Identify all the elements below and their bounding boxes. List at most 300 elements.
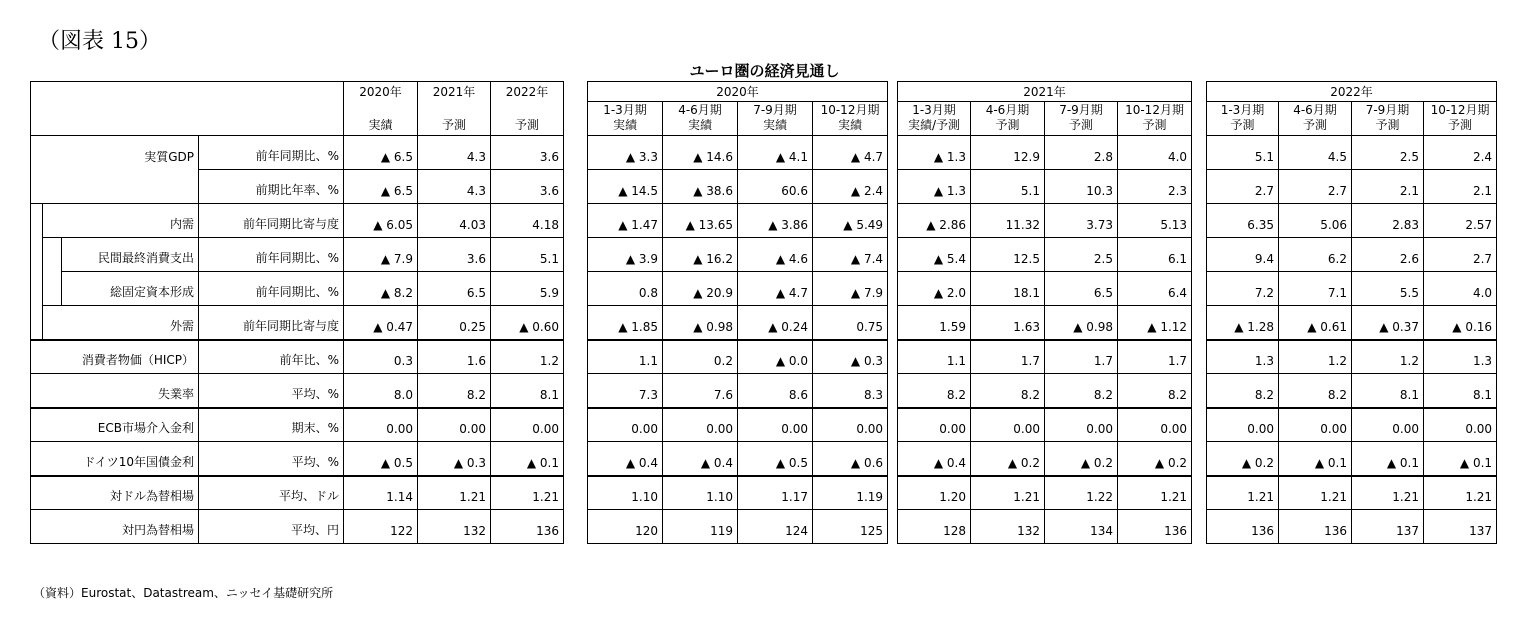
value-cell: 1.10 xyxy=(663,476,738,510)
header-type: 実績 xyxy=(344,102,418,136)
value-cell: ▲ 0.2 xyxy=(1045,442,1118,476)
value-cell: 8.6 xyxy=(738,374,813,408)
table-row xyxy=(31,442,564,476)
row-unit: 前期比年率、% xyxy=(199,170,344,204)
value-cell: 4.18 xyxy=(491,204,564,238)
source-note: （資料）Eurostat、Datastream、ニッセイ基礎研究所 xyxy=(33,586,334,600)
value-cell: 0.00 xyxy=(418,408,491,442)
table-row xyxy=(31,136,564,170)
header-period: 7-9月期 xyxy=(1059,103,1103,117)
indent xyxy=(43,238,62,272)
header-type: 予測 xyxy=(491,102,564,136)
value-cell: 8.2 xyxy=(971,374,1045,408)
table-row xyxy=(31,340,564,374)
value-cell: 2.7 xyxy=(1424,238,1497,272)
header-period: 4-6月期 xyxy=(678,103,722,117)
value-cell: ▲ 0.2 xyxy=(1118,442,1192,476)
value-cell: 1.3 xyxy=(1207,340,1279,374)
value-cell: 0.00 xyxy=(588,408,663,442)
header-year: 2022年 xyxy=(1207,82,1497,102)
table-row xyxy=(898,374,1192,408)
value-cell: ▲ 7.9 xyxy=(813,272,888,306)
row-label xyxy=(31,170,199,204)
row-unit: 平均、% xyxy=(199,442,344,476)
value-cell: ▲ 0.4 xyxy=(588,442,663,476)
value-cell: 134 xyxy=(1045,510,1118,544)
value-cell: 1.14 xyxy=(344,476,418,510)
value-cell: 1.21 xyxy=(1279,476,1352,510)
value-cell: ▲ 0.37 xyxy=(1352,306,1424,340)
value-cell: 1.1 xyxy=(588,340,663,374)
value-cell: 5.9 xyxy=(491,272,564,306)
table-row xyxy=(898,136,1192,170)
value-cell: 1.21 xyxy=(1207,476,1279,510)
value-cell: ▲ 0.2 xyxy=(971,442,1045,476)
value-cell: ▲ 4.6 xyxy=(738,238,813,272)
value-cell: ▲ 6.5 xyxy=(344,170,418,204)
value-cell: ▲ 16.2 xyxy=(663,238,738,272)
header-type: 予測 xyxy=(1142,118,1167,132)
value-cell: ▲ 14.6 xyxy=(663,136,738,170)
value-cell: 6.4 xyxy=(1118,272,1192,306)
row-unit: 前年同期比寄与度 xyxy=(199,306,344,340)
annual-table xyxy=(30,81,564,544)
value-cell: 2.5 xyxy=(1352,136,1424,170)
row-unit: 平均、円 xyxy=(199,510,344,544)
value-cell: 2.7 xyxy=(1279,170,1352,204)
table-row xyxy=(31,510,564,544)
header-period: 10-12月期 xyxy=(1125,103,1184,117)
header-year: 2021年 xyxy=(898,82,1192,102)
header-period: 10-12月期 xyxy=(1430,103,1490,117)
header-period: 4-6月期 xyxy=(1293,103,1337,117)
value-cell: 0.00 xyxy=(1118,408,1192,442)
value-cell: 8.0 xyxy=(344,374,418,408)
header-quarter xyxy=(738,102,813,136)
row-unit: 前年同期比、% xyxy=(199,272,344,306)
header-year: 2021年 xyxy=(418,82,491,102)
value-cell: 4.3 xyxy=(418,170,491,204)
table-row xyxy=(31,408,564,442)
value-cell: 0.00 xyxy=(491,408,564,442)
header-type: 予測 xyxy=(1230,118,1255,132)
value-cell: 9.4 xyxy=(1207,238,1279,272)
row-unit: 前年比、% xyxy=(199,340,344,374)
value-cell: 1.21 xyxy=(1118,476,1192,510)
table-row xyxy=(588,442,888,476)
header-quarter xyxy=(663,102,738,136)
value-cell: 1.2 xyxy=(491,340,564,374)
value-cell: 7.1 xyxy=(1279,272,1352,306)
value-cell: 1.7 xyxy=(1118,340,1192,374)
row-label: 対ドル為替相場 xyxy=(31,476,199,510)
table-row xyxy=(31,374,564,408)
table-row xyxy=(588,204,888,238)
value-cell: 1.21 xyxy=(491,476,564,510)
row-unit: 前年同期比、% xyxy=(199,238,344,272)
table-row xyxy=(31,306,564,340)
header-type: 予測 xyxy=(1448,118,1473,132)
value-cell: ▲ 8.2 xyxy=(344,272,418,306)
header-type: 予測 xyxy=(1302,118,1327,132)
quarterly-2021-table xyxy=(897,81,1192,544)
row-label: 消費者物価（HICP） xyxy=(31,340,199,374)
header-year: 2020年 xyxy=(588,82,888,102)
value-cell: ▲ 5.49 xyxy=(813,204,888,238)
value-cell: ▲ 0.2 xyxy=(1207,442,1279,476)
value-cell: 122 xyxy=(344,510,418,544)
table-row xyxy=(898,272,1192,306)
header-type: 予測 xyxy=(1375,118,1400,132)
value-cell: 8.2 xyxy=(898,374,971,408)
header-quarter xyxy=(898,102,971,136)
value-cell: 2.8 xyxy=(1045,136,1118,170)
value-cell: ▲ 0.0 xyxy=(738,340,813,374)
header-year: 2022年 xyxy=(491,82,564,102)
value-cell: 0.00 xyxy=(1045,408,1118,442)
table-title: ユーロ圏の経済見通し xyxy=(689,62,840,80)
figure-label: （図表 15） xyxy=(38,29,161,54)
value-cell: 7.2 xyxy=(1207,272,1279,306)
value-cell: 4.0 xyxy=(1424,272,1497,306)
value-cell: 1.7 xyxy=(971,340,1045,374)
value-cell: ▲ 1.3 xyxy=(898,170,971,204)
row-label: ECB市場介入金利 xyxy=(31,408,199,442)
value-cell: 1.20 xyxy=(898,476,971,510)
value-cell: ▲ 0.3 xyxy=(418,442,491,476)
value-cell: ▲ 0.60 xyxy=(491,306,564,340)
header-quarter xyxy=(1352,102,1424,136)
value-cell: ▲ 5.4 xyxy=(898,238,971,272)
value-cell: ▲ 14.5 xyxy=(588,170,663,204)
value-cell: 125 xyxy=(813,510,888,544)
value-cell: 8.1 xyxy=(1352,374,1424,408)
value-cell: 137 xyxy=(1424,510,1497,544)
value-cell: 2.83 xyxy=(1352,204,1424,238)
table-row xyxy=(1207,272,1497,306)
value-cell: 1.7 xyxy=(1045,340,1118,374)
value-cell: 1.21 xyxy=(418,476,491,510)
indent xyxy=(31,238,43,272)
value-cell: 4.5 xyxy=(1279,136,1352,170)
value-cell: 136 xyxy=(1118,510,1192,544)
header-period: 1-3月期 xyxy=(603,103,647,117)
value-cell: 6.5 xyxy=(1045,272,1118,306)
value-cell: 6.5 xyxy=(418,272,491,306)
value-cell: 18.1 xyxy=(971,272,1045,306)
table-row xyxy=(898,476,1192,510)
value-cell: 0.3 xyxy=(344,340,418,374)
table-row xyxy=(588,306,888,340)
value-cell: 128 xyxy=(898,510,971,544)
header-type: 予測 xyxy=(418,102,491,136)
value-cell: ▲ 1.47 xyxy=(588,204,663,238)
header-quarter xyxy=(1207,102,1279,136)
value-cell: ▲ 2.0 xyxy=(898,272,971,306)
row-label: 外需 xyxy=(43,306,199,340)
value-cell: 1.19 xyxy=(813,476,888,510)
quarterly-2020-table xyxy=(587,81,888,544)
table-row xyxy=(31,204,564,238)
row-label: 実質GDP xyxy=(31,136,199,170)
table-row xyxy=(588,170,888,204)
value-cell: 0.00 xyxy=(1207,408,1279,442)
value-cell: ▲ 0.1 xyxy=(491,442,564,476)
value-cell: ▲ 0.6 xyxy=(813,442,888,476)
table-row xyxy=(588,408,888,442)
value-cell: ▲ 0.47 xyxy=(344,306,418,340)
row-unit: 前年同期比寄与度 xyxy=(199,204,344,238)
header-period: 4-6月期 xyxy=(985,103,1030,117)
header-type: 実績 xyxy=(612,118,637,132)
table-row xyxy=(31,476,564,510)
value-cell: 0.00 xyxy=(971,408,1045,442)
row-unit: 前年同期比、% xyxy=(199,136,344,170)
value-cell: 5.1 xyxy=(491,238,564,272)
table-row xyxy=(898,442,1192,476)
header-quarter xyxy=(1118,102,1192,136)
quarterly-2022-table xyxy=(1206,81,1497,544)
value-cell: ▲ 1.12 xyxy=(1118,306,1192,340)
value-cell: 5.1 xyxy=(971,170,1045,204)
table-row xyxy=(1207,204,1497,238)
value-cell: 137 xyxy=(1352,510,1424,544)
value-cell: ▲ 0.4 xyxy=(898,442,971,476)
value-cell: ▲ 7.9 xyxy=(344,238,418,272)
value-cell: 12.5 xyxy=(971,238,1045,272)
value-cell: 0.00 xyxy=(738,408,813,442)
value-cell: 1.2 xyxy=(1352,340,1424,374)
table-row xyxy=(1207,476,1497,510)
table-row xyxy=(31,238,564,272)
value-cell: 2.1 xyxy=(1424,170,1497,204)
value-cell: ▲ 4.7 xyxy=(738,272,813,306)
value-cell: 3.6 xyxy=(418,238,491,272)
value-cell: 8.2 xyxy=(418,374,491,408)
table-row xyxy=(898,204,1192,238)
table-row xyxy=(1207,170,1497,204)
table-row xyxy=(1207,510,1497,544)
value-cell: 12.9 xyxy=(971,136,1045,170)
value-cell: 0.75 xyxy=(813,306,888,340)
table-row xyxy=(1207,136,1497,170)
value-cell: 132 xyxy=(418,510,491,544)
value-cell: 0.00 xyxy=(344,408,418,442)
value-cell: ▲ 6.05 xyxy=(344,204,418,238)
value-cell: 132 xyxy=(971,510,1045,544)
value-cell: 2.5 xyxy=(1045,238,1118,272)
table-row xyxy=(898,340,1192,374)
value-cell: 136 xyxy=(1207,510,1279,544)
value-cell: 8.2 xyxy=(1045,374,1118,408)
table-row xyxy=(1207,306,1497,340)
value-cell: 0.8 xyxy=(588,272,663,306)
value-cell: 1.22 xyxy=(1045,476,1118,510)
value-cell: ▲ 1.85 xyxy=(588,306,663,340)
indent xyxy=(31,272,43,306)
value-cell: 2.4 xyxy=(1424,136,1497,170)
value-cell: 0.00 xyxy=(1424,408,1497,442)
header-type: 実績 xyxy=(762,118,787,132)
row-unit: 平均、% xyxy=(199,374,344,408)
value-cell: ▲ 0.98 xyxy=(1045,306,1118,340)
value-cell: 0.00 xyxy=(813,408,888,442)
value-cell: 8.1 xyxy=(1424,374,1497,408)
value-cell: 5.5 xyxy=(1352,272,1424,306)
value-cell: ▲ 3.9 xyxy=(588,238,663,272)
value-cell: ▲ 6.5 xyxy=(344,136,418,170)
value-cell: 3.6 xyxy=(491,136,564,170)
row-label: 総固定資本形成 xyxy=(62,272,199,306)
header-blank xyxy=(31,102,344,136)
value-cell: ▲ 4.1 xyxy=(738,136,813,170)
value-cell: 0.2 xyxy=(663,340,738,374)
value-cell: ▲ 3.3 xyxy=(588,136,663,170)
value-cell: 4.03 xyxy=(418,204,491,238)
table-row xyxy=(1207,442,1497,476)
header-type: 実績 xyxy=(687,118,712,132)
indent xyxy=(31,306,43,340)
header-quarter xyxy=(813,102,888,136)
value-cell: ▲ 0.1 xyxy=(1352,442,1424,476)
value-cell: 8.2 xyxy=(1279,374,1352,408)
value-cell: 0.00 xyxy=(1279,408,1352,442)
value-cell: 8.1 xyxy=(491,374,564,408)
value-cell: 60.6 xyxy=(738,170,813,204)
value-cell: 7.6 xyxy=(663,374,738,408)
table-row xyxy=(898,170,1192,204)
table-row xyxy=(898,408,1192,442)
value-cell: 4.3 xyxy=(418,136,491,170)
value-cell: 0.00 xyxy=(898,408,971,442)
value-cell: ▲ 0.5 xyxy=(738,442,813,476)
value-cell: 1.6 xyxy=(418,340,491,374)
header-quarter xyxy=(1279,102,1352,136)
value-cell: ▲ 20.9 xyxy=(663,272,738,306)
table-row xyxy=(588,238,888,272)
value-cell: ▲ 0.16 xyxy=(1424,306,1497,340)
value-cell: ▲ 2.4 xyxy=(813,170,888,204)
value-cell: 1.21 xyxy=(1352,476,1424,510)
header-period: 7-9月期 xyxy=(753,103,797,117)
table-row xyxy=(31,272,564,306)
value-cell: 1.1 xyxy=(898,340,971,374)
value-cell: 1.21 xyxy=(1424,476,1497,510)
table-row xyxy=(588,136,888,170)
value-cell: 3.6 xyxy=(491,170,564,204)
value-cell: 136 xyxy=(1279,510,1352,544)
value-cell: ▲ 3.86 xyxy=(738,204,813,238)
value-cell: 1.21 xyxy=(971,476,1045,510)
table-row xyxy=(1207,374,1497,408)
table-row xyxy=(898,238,1192,272)
value-cell: 0.25 xyxy=(418,306,491,340)
value-cell: 2.6 xyxy=(1352,238,1424,272)
indent xyxy=(31,204,43,238)
header-period: 7-9月期 xyxy=(1365,103,1410,117)
value-cell: ▲ 0.5 xyxy=(344,442,418,476)
table-row xyxy=(588,476,888,510)
value-cell: 119 xyxy=(663,510,738,544)
value-cell: 7.3 xyxy=(588,374,663,408)
row-label: 民間最終消費支出 xyxy=(62,238,199,272)
value-cell: 8.2 xyxy=(1207,374,1279,408)
indent xyxy=(43,272,62,306)
table-row xyxy=(898,306,1192,340)
header-type: 予測 xyxy=(995,118,1020,132)
value-cell: ▲ 0.4 xyxy=(663,442,738,476)
value-cell: ▲ 0.24 xyxy=(738,306,813,340)
header-blank xyxy=(31,82,344,102)
value-cell: 11.32 xyxy=(971,204,1045,238)
value-cell: ▲ 1.28 xyxy=(1207,306,1279,340)
value-cell: 8.2 xyxy=(1118,374,1192,408)
header-type: 予測 xyxy=(1068,118,1093,132)
value-cell: ▲ 0.1 xyxy=(1279,442,1352,476)
value-cell: 120 xyxy=(588,510,663,544)
header-type: 実績/予測 xyxy=(907,118,961,132)
value-cell: ▲ 0.61 xyxy=(1279,306,1352,340)
table-row xyxy=(588,510,888,544)
header-period: 10-12月期 xyxy=(820,103,880,117)
value-cell: 2.7 xyxy=(1207,170,1279,204)
value-cell: ▲ 13.65 xyxy=(663,204,738,238)
value-cell: 6.2 xyxy=(1279,238,1352,272)
value-cell: 5.13 xyxy=(1118,204,1192,238)
row-label: 内需 xyxy=(43,204,199,238)
value-cell: 1.59 xyxy=(898,306,971,340)
header-quarter xyxy=(971,102,1045,136)
value-cell: ▲ 0.1 xyxy=(1424,442,1497,476)
row-label: ドイツ10年国債金利 xyxy=(31,442,199,476)
value-cell: 1.17 xyxy=(738,476,813,510)
value-cell: 2.1 xyxy=(1352,170,1424,204)
value-cell: 6.35 xyxy=(1207,204,1279,238)
table-row xyxy=(1207,408,1497,442)
header-quarter xyxy=(1045,102,1118,136)
value-cell: 1.10 xyxy=(588,476,663,510)
value-cell: 6.1 xyxy=(1118,238,1192,272)
value-cell: 136 xyxy=(491,510,564,544)
value-cell: ▲ 0.98 xyxy=(663,306,738,340)
header-period: 1-3月期 xyxy=(912,103,956,117)
table-row xyxy=(588,272,888,306)
value-cell: ▲ 7.4 xyxy=(813,238,888,272)
value-cell: 0.00 xyxy=(663,408,738,442)
value-cell: ▲ 0.3 xyxy=(813,340,888,374)
value-cell: 3.73 xyxy=(1045,204,1118,238)
value-cell: 8.3 xyxy=(813,374,888,408)
value-cell: 1.3 xyxy=(1424,340,1497,374)
value-cell: 124 xyxy=(738,510,813,544)
value-cell: 1.63 xyxy=(971,306,1045,340)
row-unit: 期末、% xyxy=(199,408,344,442)
value-cell: ▲ 2.86 xyxy=(898,204,971,238)
row-unit: 平均、ドル xyxy=(199,476,344,510)
header-period: 1-3月期 xyxy=(1220,103,1265,117)
header-quarter xyxy=(1424,102,1497,136)
table-row xyxy=(1207,340,1497,374)
value-cell: ▲ 4.7 xyxy=(813,136,888,170)
table-row xyxy=(898,510,1192,544)
value-cell: ▲ 1.3 xyxy=(898,136,971,170)
value-cell: 1.2 xyxy=(1279,340,1352,374)
header-year: 2020年 xyxy=(344,82,418,102)
value-cell: 5.1 xyxy=(1207,136,1279,170)
row-label: 対円為替相場 xyxy=(31,510,199,544)
value-cell: 4.0 xyxy=(1118,136,1192,170)
table-row xyxy=(588,340,888,374)
